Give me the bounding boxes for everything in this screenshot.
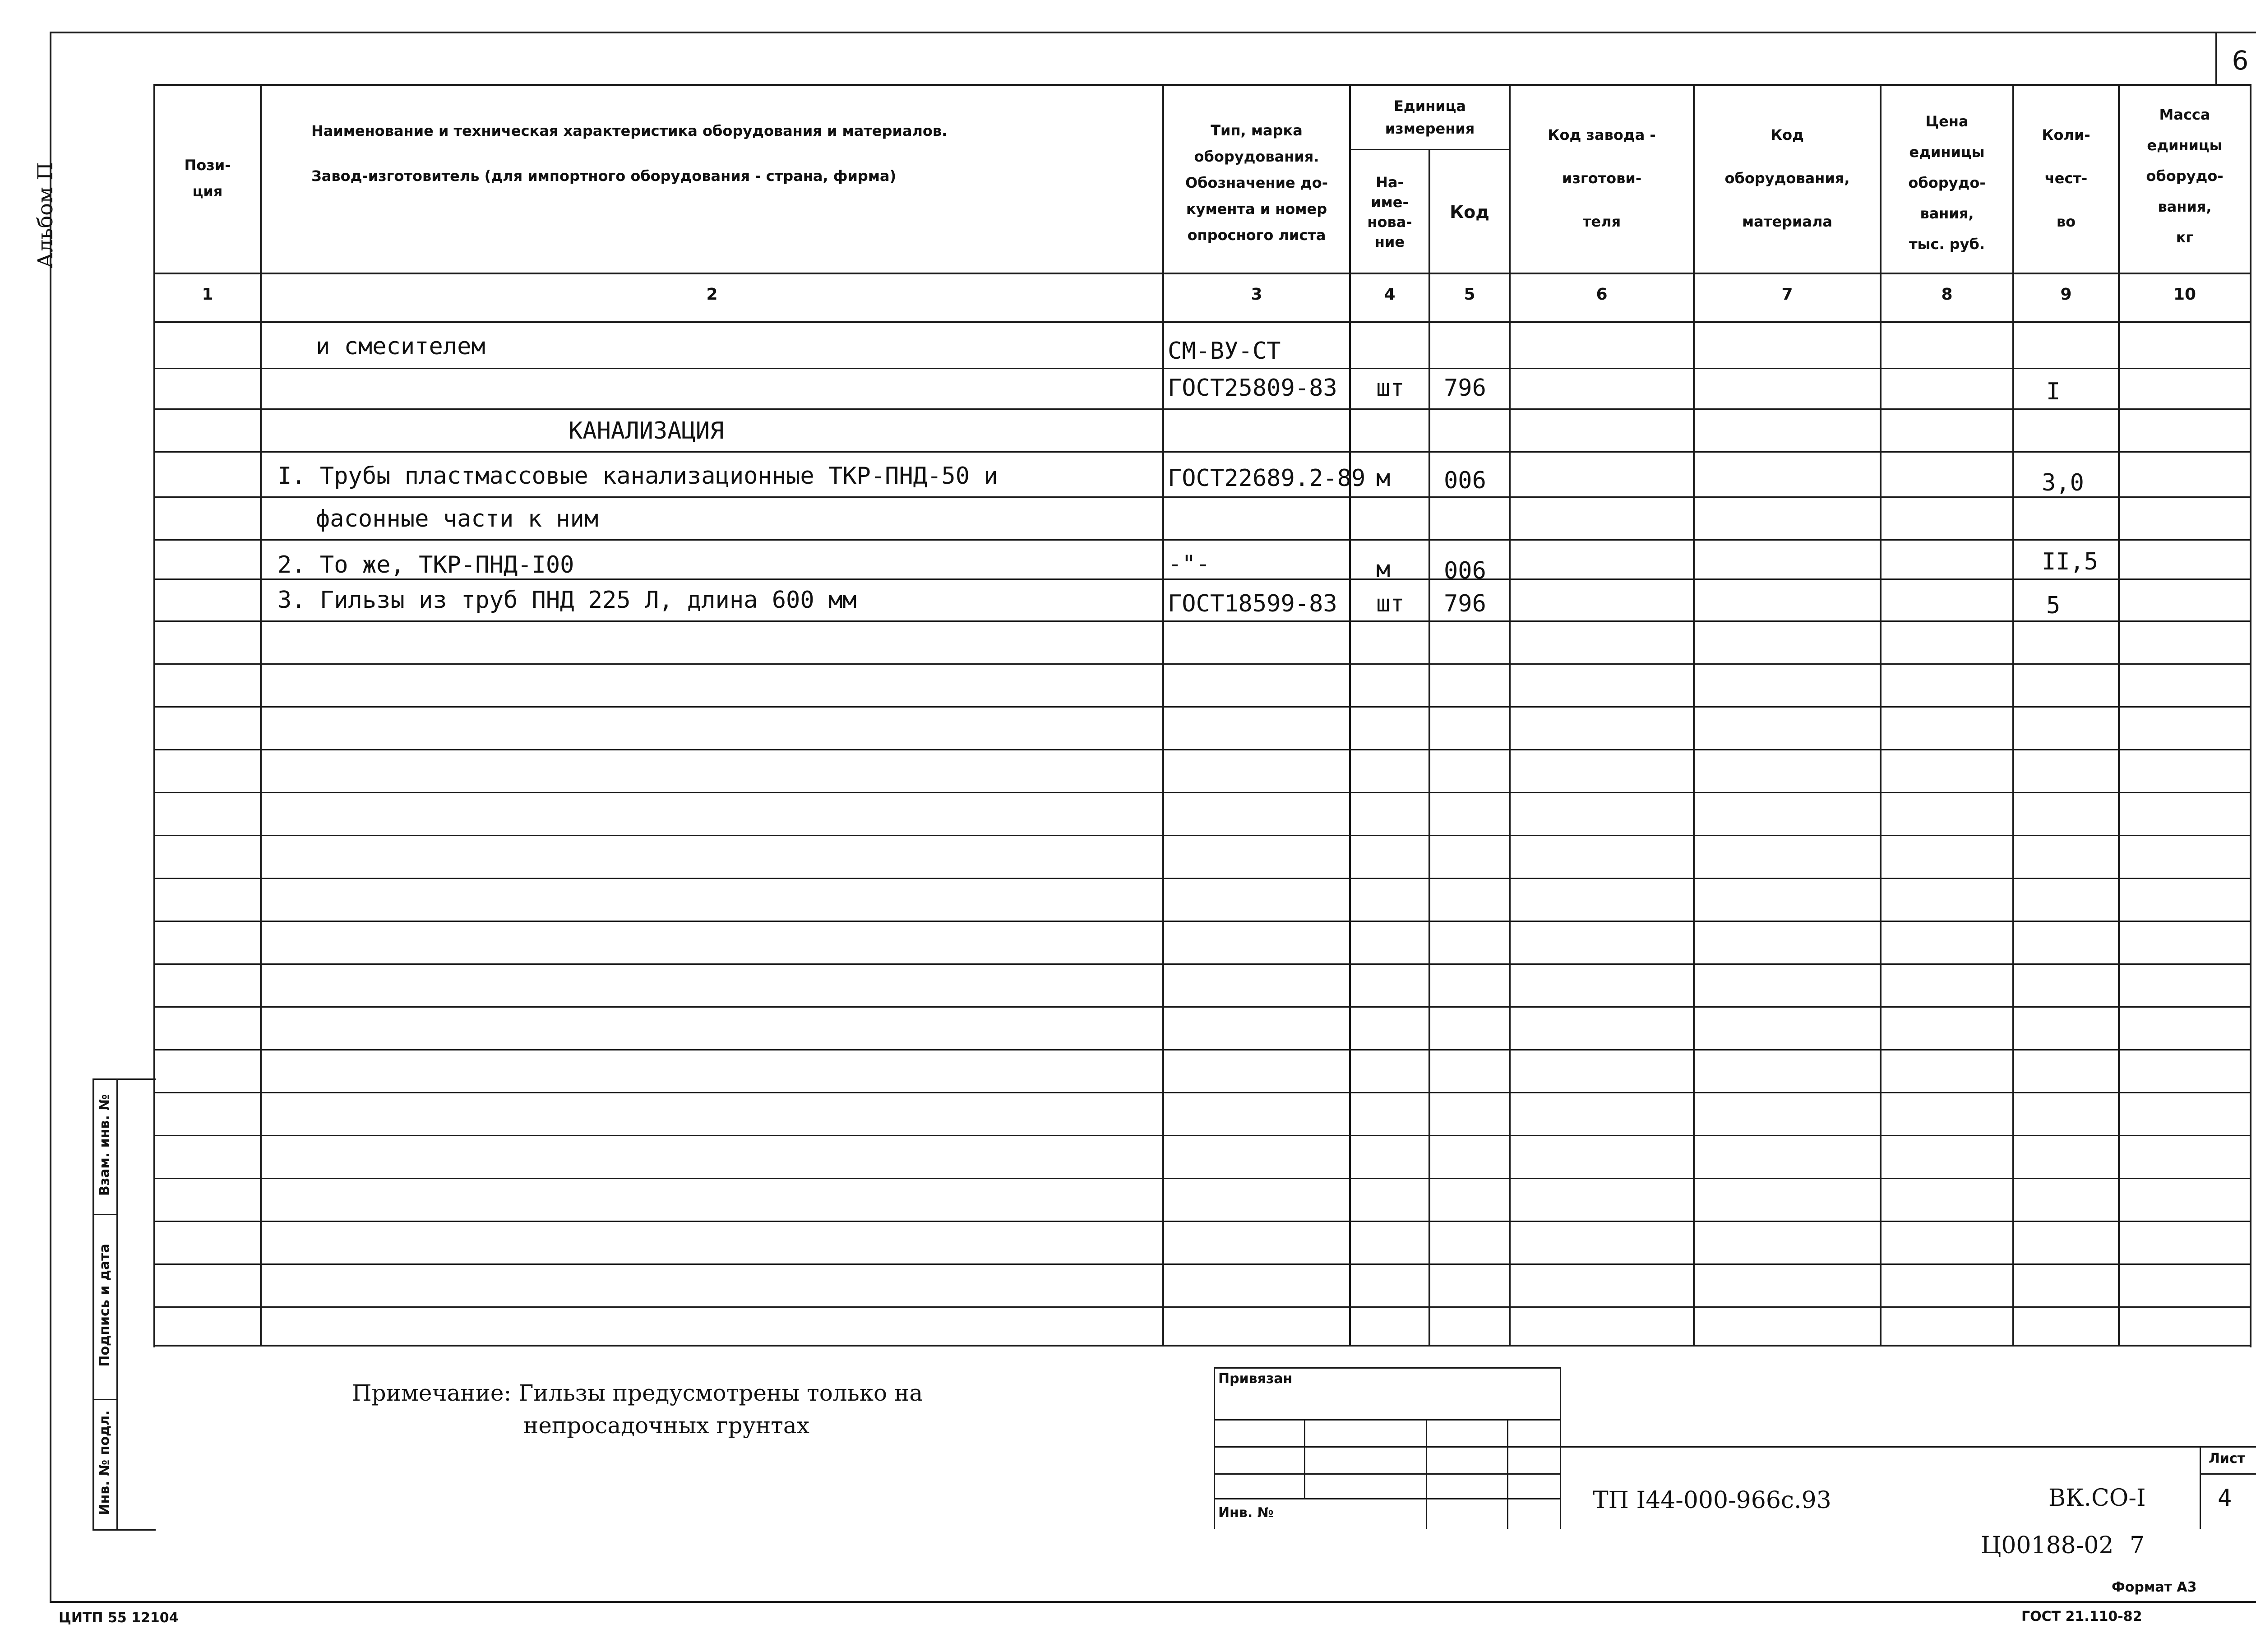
table-row-line: [153, 1135, 2251, 1136]
column-number: 7: [1781, 285, 1793, 304]
table-row-name: фасонные части к ним: [316, 505, 599, 532]
side-stamp-divider-2: [92, 1399, 117, 1400]
stamp-row-2: [1214, 1446, 1561, 1448]
colnum-bottom: [153, 321, 2251, 323]
column-number: 3: [1251, 285, 1262, 304]
table-row-qty: 3,0: [2042, 469, 2084, 496]
side-stamp-left: [92, 1078, 94, 1530]
stamp-col-3: [1507, 1419, 1508, 1529]
table-row-code: 006: [1444, 467, 1486, 494]
column-number: 5: [1464, 285, 1475, 304]
table-row-doc: ГОСТ18599-83: [1168, 590, 1337, 617]
table-row-line: [153, 706, 2251, 708]
archive-sheet: 7: [2130, 1532, 2145, 1559]
table-row-doc: СМ-ВУ-СТ: [1168, 338, 1281, 365]
document-code: ВК.СО-I: [2048, 1485, 2146, 1512]
header-position: Пози- ция: [184, 157, 231, 200]
col-sep-3: [1349, 84, 1351, 1347]
table-row-line: [153, 578, 2251, 580]
col-sep-1: [260, 84, 262, 1347]
table-row-line: [153, 1092, 2251, 1093]
header-unit-name: На- име- нова- ние: [1367, 174, 1412, 250]
table-row-doc: ГОСТ22689.2-89: [1168, 465, 1366, 492]
table-row-line: [153, 1178, 2251, 1179]
table-row-line: [153, 1049, 2251, 1050]
section-heading: КАНАЛИЗАЦИЯ: [569, 417, 724, 444]
col-sep-7: [1880, 84, 1882, 1347]
table-row-qty: 5: [2046, 592, 2061, 619]
table-row-line: [153, 1263, 2251, 1265]
frame-top: [50, 32, 2256, 33]
col-sep-8: [2012, 84, 2014, 1347]
table-row-line: [153, 368, 2251, 369]
table-row-name: 2. То же, ТКР-ПНД-I00: [277, 551, 574, 578]
stamp-row-4: [1214, 1498, 1561, 1499]
table-row-line: [153, 835, 2251, 836]
header-plant-code: Код завода - изготови- теля: [1548, 126, 1656, 230]
table-row-line: [153, 749, 2251, 750]
table-row-unit: шт: [1376, 375, 1405, 402]
stamp-row-3: [1214, 1473, 1561, 1475]
privyazan-top: [1214, 1367, 1561, 1369]
table-row-unit: шт: [1376, 590, 1405, 617]
side-stamp-mid: [116, 1078, 118, 1530]
column-number: 4: [1384, 285, 1396, 304]
table-row-unit: м: [1376, 556, 1391, 583]
header-type: Тип, марка оборудования. Обозначение до- кумента и номер опросного листа: [1185, 122, 1328, 244]
privyazan-label: Привязан: [1218, 1371, 1293, 1387]
title-block-top: [1560, 1446, 2256, 1448]
side-stamp-bottom: [92, 1529, 156, 1531]
header-name: Наименование и техническая характеристика оборудования и материалов. Завод-изготовитель (для импортного оборудования - страна, фирма): [311, 122, 948, 185]
table-row-line: [153, 792, 2251, 793]
table-row-name: 3. Гильзы из труб ПНД 225 Л, длина 600 мм: [277, 587, 857, 614]
stamp-signature-date: Подпись и дата: [97, 1244, 113, 1367]
table-row-code: 796: [1444, 590, 1486, 617]
stamp-inv-original: Инв. № подл.: [97, 1410, 113, 1515]
note-line-2: непросадочных грунтах: [523, 1412, 809, 1439]
column-number: 1: [202, 285, 213, 304]
table-row-code: 796: [1444, 375, 1486, 402]
table-row-qty: I: [2046, 378, 2061, 405]
side-stamp-top: [92, 1078, 156, 1080]
table-row-doc: ГОСТ25809-83: [1168, 375, 1337, 402]
header-mass: Масса единицы оборудо- вания, кг: [2146, 106, 2224, 246]
sheet-label: Лист: [2209, 1451, 2246, 1467]
column-number: 9: [2060, 285, 2072, 304]
col-sep-6: [1693, 84, 1695, 1347]
table-row-line: [153, 1221, 2251, 1222]
side-stamp-divider-1: [92, 1214, 117, 1215]
header-bottom: [153, 273, 2251, 274]
frame-bottom: [50, 1601, 2256, 1603]
inv-number-label: Инв. №: [1218, 1505, 1274, 1521]
header-equipment-code: Код оборудования, материала: [1724, 126, 1850, 230]
table-row-line: [153, 539, 2251, 541]
unit-group-divider: [1349, 149, 1510, 150]
table-row-line: [153, 496, 2251, 498]
privyazan-left: [1214, 1367, 1215, 1529]
table-row-unit: м: [1376, 465, 1391, 492]
table-row-line: [153, 1306, 2251, 1308]
format-label: Формат А3: [2112, 1579, 2197, 1595]
sheet-number: 4: [2218, 1485, 2232, 1512]
table-bottom: [153, 1345, 2251, 1347]
table-row-line: [153, 878, 2251, 879]
project-code: ТП I44-000-966с.93: [1593, 1487, 1831, 1514]
header-unit-group: Единица измерения: [1385, 97, 1475, 137]
col-sep-2: [1162, 84, 1164, 1347]
table-top: [153, 84, 2251, 86]
privyazan-right: [1560, 1367, 1561, 1529]
archive-code: Ц00188-02: [1981, 1532, 2114, 1559]
table-row-doc: -"-: [1168, 551, 1210, 578]
sheet-box-divider: [2200, 1473, 2256, 1475]
header-quantity: Коли- чест- во: [2042, 126, 2090, 230]
table-row-line: [153, 408, 2251, 410]
sheet-box-left: [2200, 1446, 2201, 1529]
table-row-code: 006: [1444, 557, 1486, 584]
col-sep-5: [1509, 84, 1511, 1347]
page-number: 6: [2232, 45, 2249, 76]
column-number: 8: [1941, 285, 1953, 304]
stamp-col-1: [1304, 1419, 1305, 1498]
table-row-name: и смесителем: [316, 333, 485, 360]
col-sep-4: [1428, 149, 1430, 1347]
table-row-line: [153, 663, 2251, 665]
table-row-line: [153, 1006, 2251, 1008]
table-row-qty: II,5: [2042, 548, 2099, 575]
stamp-col-2: [1426, 1419, 1427, 1529]
header-unit-code: Код: [1450, 202, 1489, 222]
album-label: Альбом П: [33, 162, 57, 268]
gost-label: ГОСТ 21.110-82: [2021, 1609, 2142, 1624]
column-number: 2: [706, 285, 718, 304]
stamp-row-1: [1214, 1419, 1561, 1421]
table-row-line: [153, 620, 2251, 622]
table-row-line: [153, 963, 2251, 965]
table-row-name: I. Трубы пластмассовые канализационные ТКР-ПНД-50 и: [277, 463, 998, 490]
col-sep-9: [2118, 84, 2120, 1347]
stamp-replaced-inv: Взам. инв. №: [97, 1094, 113, 1196]
column-number: 6: [1596, 285, 1608, 304]
citp-label: ЦИТП 55 12104: [59, 1610, 179, 1626]
table-row-line: [153, 921, 2251, 922]
header-price: Цена единицы оборудо- вания, тыс. руб.: [1908, 113, 1986, 253]
page-number-box-left: [2215, 32, 2217, 85]
column-number: 10: [2173, 285, 2196, 304]
table-row-line: [153, 451, 2251, 453]
note-line-1: Примечание: Гильзы предусмотрены только на: [352, 1380, 923, 1406]
